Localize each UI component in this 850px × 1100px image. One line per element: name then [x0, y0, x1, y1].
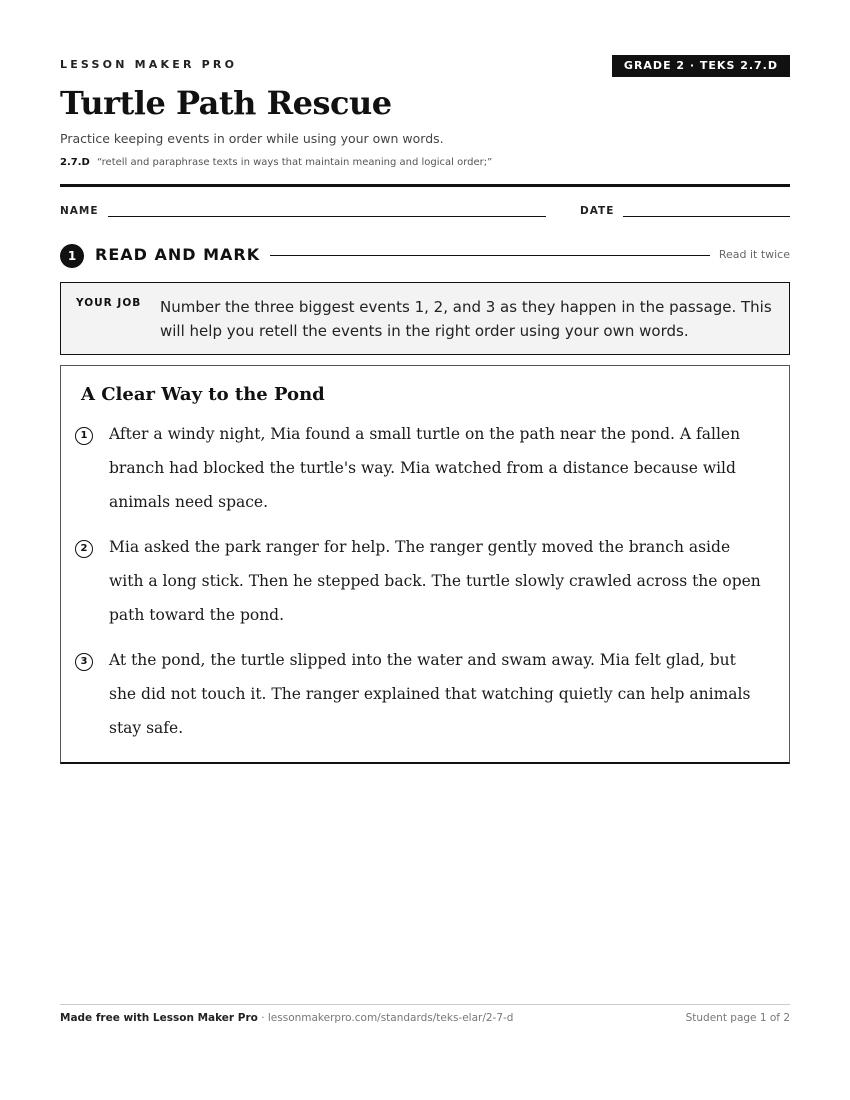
standard-text: “retell and paraphrase texts in ways that maintain meaning and logical order;” — [97, 157, 493, 168]
page-title: Turtle Path Rescue — [60, 84, 392, 122]
standard-line — [60, 157, 492, 168]
date-line[interactable] — [623, 216, 790, 217]
section-rule — [270, 255, 710, 256]
name-label: NAME — [60, 205, 99, 217]
header-divider — [60, 184, 790, 187]
your-job-text: Number the three biggest events 1, 2, and 3 as they happen in the passage. This will help you retell the events in the right order using your own words. — [160, 298, 772, 340]
footer-divider — [60, 1004, 790, 1005]
paragraph-number: 1 — [75, 427, 93, 445]
paragraph-text: After a windy night, Mia found a small turtle on the path near the pond. A fallen branch had blocked the turtle's way. Mia watched from a distance because wild animals need space. — [109, 425, 741, 511]
passage-title: A Clear Way to the Pond — [81, 384, 325, 405]
page-subtitle: Practice keeping events in order while using your own words. — [60, 131, 444, 146]
paragraph-number: 2 — [75, 540, 93, 558]
footer-credit — [60, 1012, 513, 1024]
date-label: DATE — [580, 205, 615, 217]
footer-url[interactable]: · lessonmakerpro.com/standards/teks-elar/2-7-d — [257, 1012, 514, 1024]
footer-made-with: Made free with Lesson Maker Pro — [60, 1012, 258, 1024]
your-job-box — [60, 282, 790, 355]
section-title: READ AND MARK — [95, 245, 261, 264]
name-line[interactable] — [108, 216, 546, 217]
your-job-label: YOUR JOB — [76, 297, 142, 309]
footer-page-number: Student page 1 of 2 — [685, 1012, 790, 1024]
standard-code: 2.7.D — [60, 157, 90, 168]
grade-badge: GRADE 2 · TEKS 2.7.D — [612, 55, 790, 77]
paragraph-number: 3 — [75, 653, 93, 671]
paragraph-text: Mia asked the park ranger for help. The ranger gently moved the branch aside with a long stick. Then he stepped back. The turtle slowly crawled across the open path toward the pond. — [109, 538, 761, 624]
passage-box — [60, 365, 790, 764]
section-number-badge: 1 — [60, 244, 84, 268]
brand-name: LESSON MAKER PRO — [60, 58, 238, 71]
worksheet-page — [60, 0, 790, 1100]
paragraph-text: At the pond, the turtle slipped into the water and swam away. Mia felt glad, but she did not touch it. The ranger explained that watching quietly can help animals stay safe. — [109, 651, 751, 737]
section-hint: Read it twice — [718, 248, 790, 261]
